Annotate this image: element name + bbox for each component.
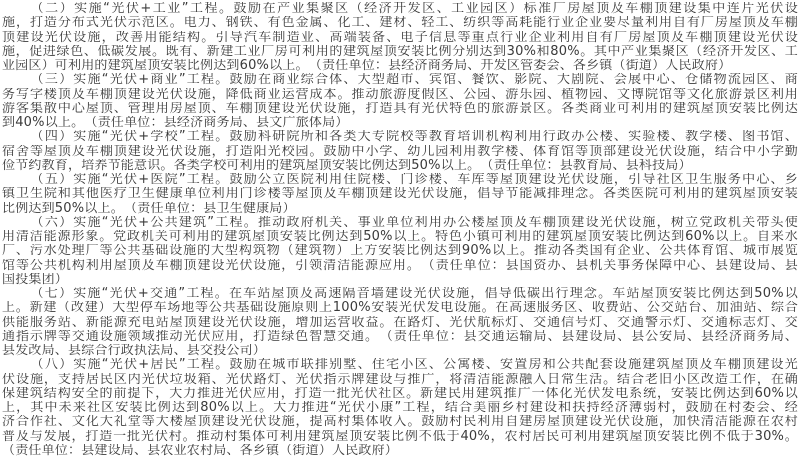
- text-line: 上，其中未来社区安装比例达到80%以上。大力推进“光伏小康”工程，结合美丽乡村建设和扶持经济薄弱村，鼓励在村委会、经: [2, 401, 798, 415]
- text-line: 上。新建（改建）大型停车场地等公共基础设施原则上100%安装光伏发电设施。在高速服务区、收费站、公交站台、加油站、综合: [2, 301, 798, 316]
- text-line: （六）实施“光伏+公共建筑”工程。推动政府机关、事业单位利用办公楼屋顶及车棚顶建设光伏设施，树立党政机关带头使: [30, 215, 798, 230]
- text-line: 宿舍等屋顶及车棚顶建设光伏设施，打造阳光校园。鼓励中小学、幼儿园利用教学楼、体育馆等顶部建设光伏设施，结合中小学勤: [2, 144, 798, 159]
- paragraph-pv-commercial: [2, 73, 798, 130]
- paragraph-pv-industry: [2, 2, 798, 73]
- text-line: 保建筑结构安全的前提下，大力推进光伏应用，打造一批光伏社区。新建民用建筑推广一体化光伏发电系统，安装比例达到60%以: [2, 386, 798, 401]
- text-line: 顶建设光伏设施，改善用能结构。引导汽车制造业、高端装备、电子信息等重点行业企业利用自有厂房屋顶及车棚顶建设光伏设: [2, 30, 798, 45]
- text-line: 比例达到50%以上。 （责任单位：县卫生健康局）: [2, 201, 296, 216]
- text-line: 俭节约教育，培养节能意识。各类学校可利用的建筑屋顶安装比例达到50%以上。 （责任单位：县教育局、县科技局）: [2, 158, 692, 173]
- text-line: 供能服务站、新能源充电站屋顶建设光伏设施，增加运营收益。在路灯、光伏航标灯、交通信号灯、交通警示灯、交通标志灯、交: [2, 315, 798, 330]
- text-line: 施，打造分布式光伏示范区。电力、钢铁、有色金属、化工、建材、轻工、纺织等高耗能行业企业要尽量利用自有厂房屋顶及车棚: [2, 16, 798, 31]
- text-line: 国投集团）: [2, 272, 69, 287]
- text-line: 济合作社、文化大礼堂等大楼屋顶建设光伏设施，提高村集体收入。鼓励村民利用自建房屋顶建设光伏设施，加快清洁能源在农村: [2, 415, 798, 430]
- paragraph-pv-public-building: [2, 216, 798, 287]
- paragraph-pv-hospital: [2, 173, 798, 216]
- text-line: 厂、污水处理厂等公共基础设施的大型构筑物（建筑物）上方安装比例达到90%以上。推动各类国有企业、公共体育馆、城市展览: [2, 244, 798, 259]
- text-line: 普及与发展，打造一批光伏村。推动村集体可利用建筑屋顶安装比例不低于40%，农村居民可利用建筑屋顶安装比例不低于30%。: [2, 429, 798, 444]
- paragraph-pv-residents: [2, 358, 798, 458]
- text-line: （责任单位：县建设局、县农业农村局、各乡镇（街道）人民政府）: [2, 443, 399, 458]
- text-line: （三）实施“光伏+商业”工程。鼓励在商业综合体、大型超市、宾馆、餐饮、影院、大剧院、会展中心、仓储物流园区、商: [30, 73, 798, 88]
- text-line: 伏设施，支持居民区内光伏垃圾箱、光伏路灯、光伏指示牌建设与推广，将清洁能源融入日常生活。结合老旧小区改造工作，在确: [2, 372, 798, 387]
- text-line: 施，促进绿色、低碳发展。既有、新建工业厂房可利用的建筑屋顶安装比例分别达到30%和80%。其中产业集聚区（经济开发区、工: [2, 44, 798, 59]
- text-line: 用清洁能源形象。党政机关可利用的建筑屋顶安装比例达到50%以上。特色小镇可利用的建筑屋顶安装比例达到60%以上。自来水: [2, 230, 798, 244]
- text-line: 馆等公共机构利用屋顶及车棚顶建设光伏设施，引领清洁能源应用。 （责任单位：县国资办、县机关事务保障中心、县建设局、县: [2, 258, 798, 273]
- text-line: （七）实施“光伏+交通”工程。在车站屋顶及高速隔音墙建设光伏设施，倡导低碳出行理念。车站屋顶安装比例达到50%以: [30, 287, 798, 301]
- text-line: （四）实施“光伏+学校”工程。鼓励科研院所和各类大专院校等教育培训机构利用行政办公楼、实验楼、教学楼、图书馆、: [30, 130, 798, 145]
- text-line: 到40%以上。 （责任单位：县经济商务局、县文广旅体局）: [2, 116, 349, 130]
- text-line: （五）实施“光伏+医院”工程。鼓励公立医院利用住院楼、门诊楼、车库等屋顶建设光伏设施，引导社区卫生服务中心、乡: [30, 173, 798, 187]
- paragraph-pv-school: [2, 130, 798, 173]
- text-line: 游客集散中心屋顶、管理用房屋顶、车棚顶建设光伏设施，打造具有光伏特色的旅游景区。各类商业可利用的建筑屋顶安装比例达: [2, 101, 798, 116]
- text-line: 务写字楼顶及车棚顶建设光伏设施，降低商业运营成本。推动旅游度假区、公园、游乐园、植物园、文博院馆等文化旅游景区利用: [2, 87, 798, 102]
- text-line: 镇卫生院和其他医疗卫生健康单位利用门诊楼等屋顶及车棚顶建设光伏设施，倡导节能减排理念。各类医院可利用的建筑屋顶安装: [2, 187, 798, 202]
- text-line: 通指示牌等交通设施领域推动光伏应用，打造绿色智慧交通。 （责任单位：县交通运输局、县建设局、县公安局、县经济商务局、: [2, 329, 798, 344]
- text-line: （八）实施“光伏+居民”工程。鼓励在城市联排别墅、住宅小区、公寓楼、安置房和公共配套设施建筑屋顶及车棚顶建设光: [30, 358, 798, 373]
- text-line: 县发改局、县综合行政执法局、县交投公司）: [2, 344, 267, 358]
- text-line: 业园区）可利用的建筑屋顶安装比例达到60%以上。 （责任单位：县经济商务局、开发区管委会、各乡镇（街道）人民政府）: [2, 59, 732, 73]
- text-line: （二）实施“光伏+工业”工程。鼓励在产业集聚区（经济开发区、工业园区）标准厂房屋顶及车棚顶建设集中连片光伏设: [30, 2, 798, 16]
- paragraph-pv-transport: [2, 287, 798, 358]
